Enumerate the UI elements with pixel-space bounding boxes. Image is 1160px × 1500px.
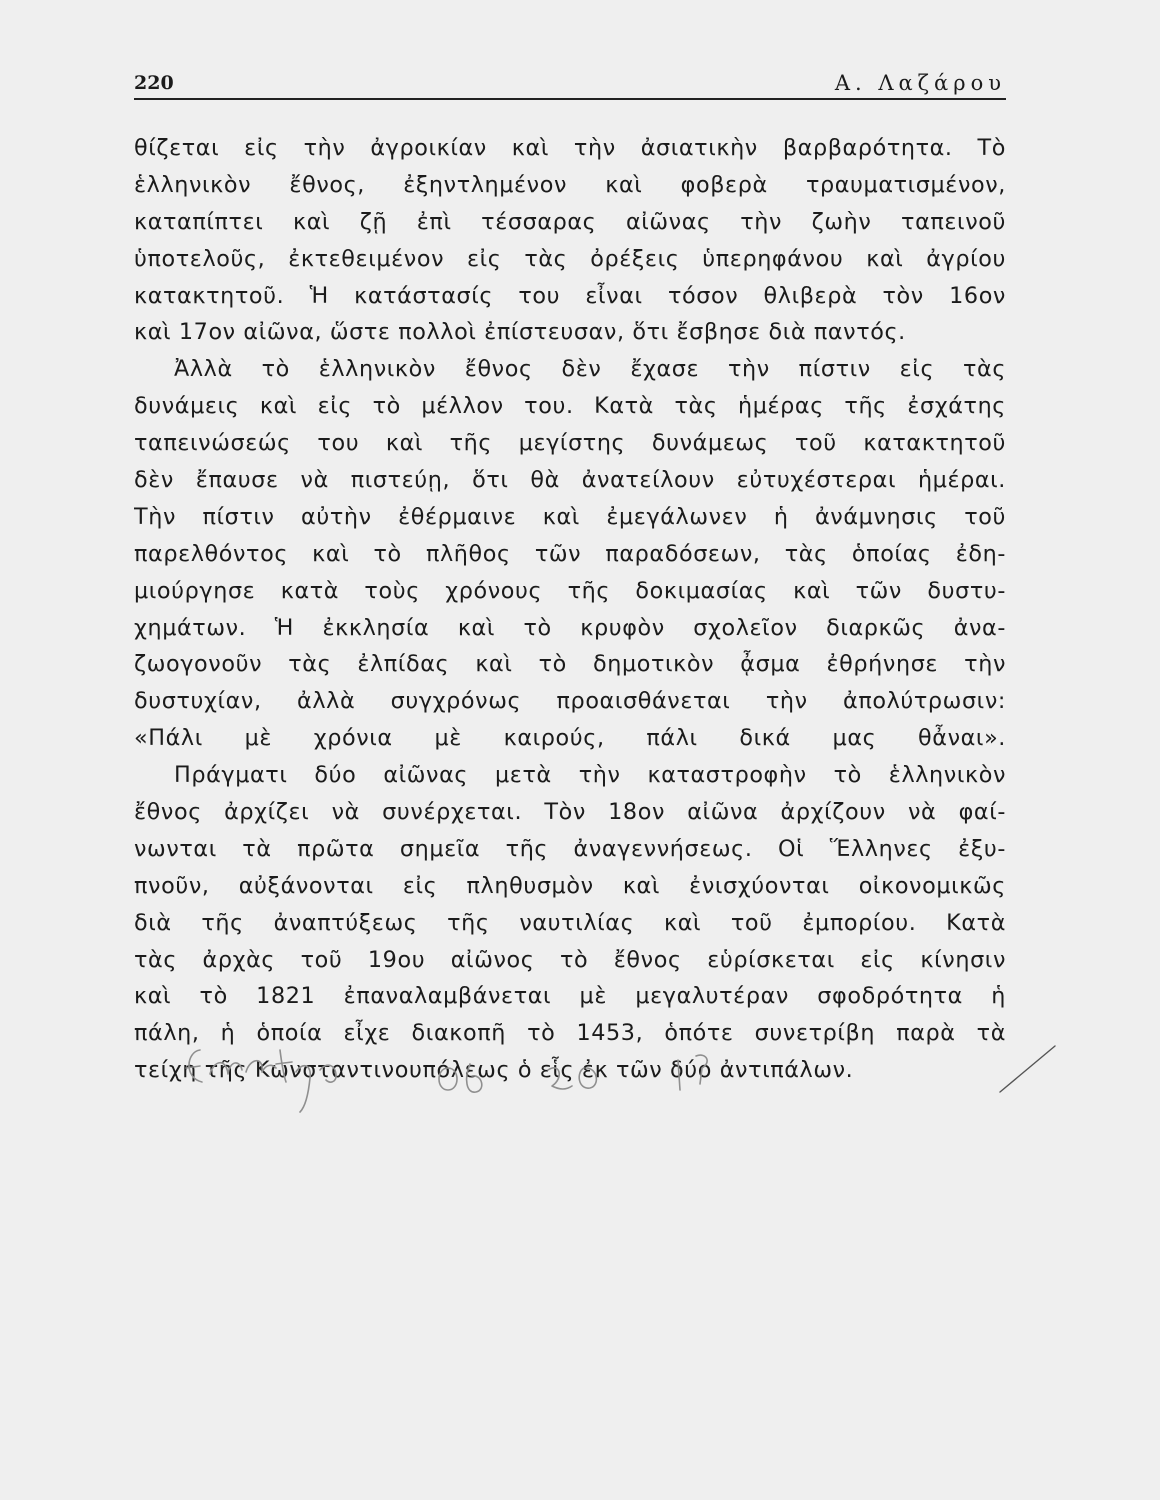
page-header bbox=[134, 70, 1006, 100]
text-line: μιούργησε κατὰ τοὺς χρόνους τῆς δοκιμασίας καὶ τῶν δυστυ- bbox=[134, 577, 1006, 604]
body-text bbox=[134, 130, 1006, 1089]
text-line: διὰ τῆς ἀναπτύξεως τῆς ναυτιλίας καὶ τοῦ ἐμπορίου. Κατὰ bbox=[134, 909, 1006, 936]
text-line: τείχη τῆς Κωνσταντινουπόλεως ὁ εἷς ἐκ τῶν δύο ἀντιπάλων. bbox=[134, 1057, 854, 1084]
text-line: ζωογονοῦν τὰς ἐλπίδας καὶ τὸ δημοτικὸν ᾆσμα ἐθρήνησε τὴν bbox=[134, 651, 1006, 678]
page-number: 220 bbox=[134, 72, 174, 94]
text-line: παρελθόντος καὶ τὸ πλῆθος τῶν παραδόσεων, τὰς ὁποίας ἐδη- bbox=[134, 540, 1006, 567]
text-line: ταπεινώσεώς του καὶ τῆς μεγίστης δυνάμεως τοῦ κατακτητοῦ bbox=[134, 430, 1006, 457]
text-line: δὲν ἔπαυσε νὰ πιστεύῃ, ὅτι θὰ ἀνατείλουν εὐτυχέστεραι ἡμέραι. bbox=[134, 467, 1006, 494]
text-line: Τὴν πίστιν αὐτὴν ἐθέρμαινε καὶ ἐμεγάλωνεν ἡ ἀνάμνησις τοῦ bbox=[134, 503, 1006, 530]
text-line: δυστυχίαν, ἀλλὰ συγχρόνως προαισθάνεται τὴν ἀπολύτρωσιν: bbox=[134, 688, 1006, 715]
text-line: ἔθνος ἀρχίζει νὰ συνέρχεται. Τὸν 18ον αἰῶνα ἀρχίζουν νὰ φαί- bbox=[134, 799, 1006, 826]
text-line: τὰς ἀρχὰς τοῦ 19ου αἰῶνος τὸ ἔθνος εὑρίσκεται εἰς κίνησιν bbox=[134, 946, 1006, 973]
text-line: δυνάμεις καὶ εἰς τὸ μέλλον του. Κατὰ τὰς ἡμέρας τῆς ἐσχάτης bbox=[134, 393, 1006, 420]
text-line: κατακτητοῦ. Ἡ κατάστασίς του εἶναι τόσον θλιβερὰ τὸν 16ον bbox=[134, 282, 1006, 309]
text-line: χημάτων. Ἡ ἐκκλησία καὶ τὸ κρυφὸν σχολεῖον διαρκῶς ἀνα- bbox=[134, 614, 1006, 641]
text-line: καταπίπτει καὶ ζῇ ἐπὶ τέσσαρας αἰῶνας τὴν ζωὴν ταπεινοῦ bbox=[134, 208, 1006, 235]
text-line: Πράγματι δύο αἰῶνας μετὰ τὴν καταστροφὴν τὸ ἑλληνικὸν bbox=[174, 762, 1006, 789]
text-line: ἑλληνικὸν ἔθνος, ἐξηντλημένον καὶ φοβερὰ τραυματισμένον, bbox=[134, 171, 1006, 198]
text-line: καὶ 17ον αἰῶνα, ὥστε πολλοὶ ἐπίστευσαν, ὅτι ἔσβησε διὰ παντός. bbox=[134, 319, 906, 346]
running-head-author: Α. Λαζάρου bbox=[834, 71, 1006, 95]
text-line: Ἀλλὰ τὸ ἑλληνικὸν ἔθνος δὲν ἔχασε τὴν πίστιν εἰς τὰς bbox=[174, 356, 1006, 383]
text-line: καὶ τὸ 1821 ἐπαναλαμβάνεται μὲ μεγαλυτέραν σφοδρότητα ἡ bbox=[134, 983, 1006, 1010]
text-line: πνοῦν, αὐξάνονται εἰς πληθυσμὸν καὶ ἐνισχύονται οἰκονομικῶς bbox=[134, 872, 1006, 899]
handwritten-annotation bbox=[180, 1038, 1080, 1128]
text-line: θίζεται εἰς τὴν ἀγροικίαν καὶ τὴν ἀσιατικὴν βαρβαρότητα. Τὸ bbox=[134, 135, 1006, 161]
text-line: πάλη, ἡ ὁποία εἶχε διακοπῆ τὸ 1453, ὁπότε συνετρίβη παρὰ τὰ bbox=[134, 1020, 1006, 1047]
text-line: «Πάλι μὲ χρόνια μὲ καιρούς, πάλι δικά μας θἆναι». bbox=[134, 725, 1006, 752]
text-line: νωνται τὰ πρῶτα σημεῖα τῆς ἀναγεννήσεως. Οἱ Ἕλληνες ἐξυ- bbox=[134, 835, 1006, 862]
text-line: ὑποτελοῦς, ἐκτεθειμένον εἰς τὰς ὀρέξεις ὑπερηφάνου καὶ ἀγρίου bbox=[134, 245, 1006, 272]
